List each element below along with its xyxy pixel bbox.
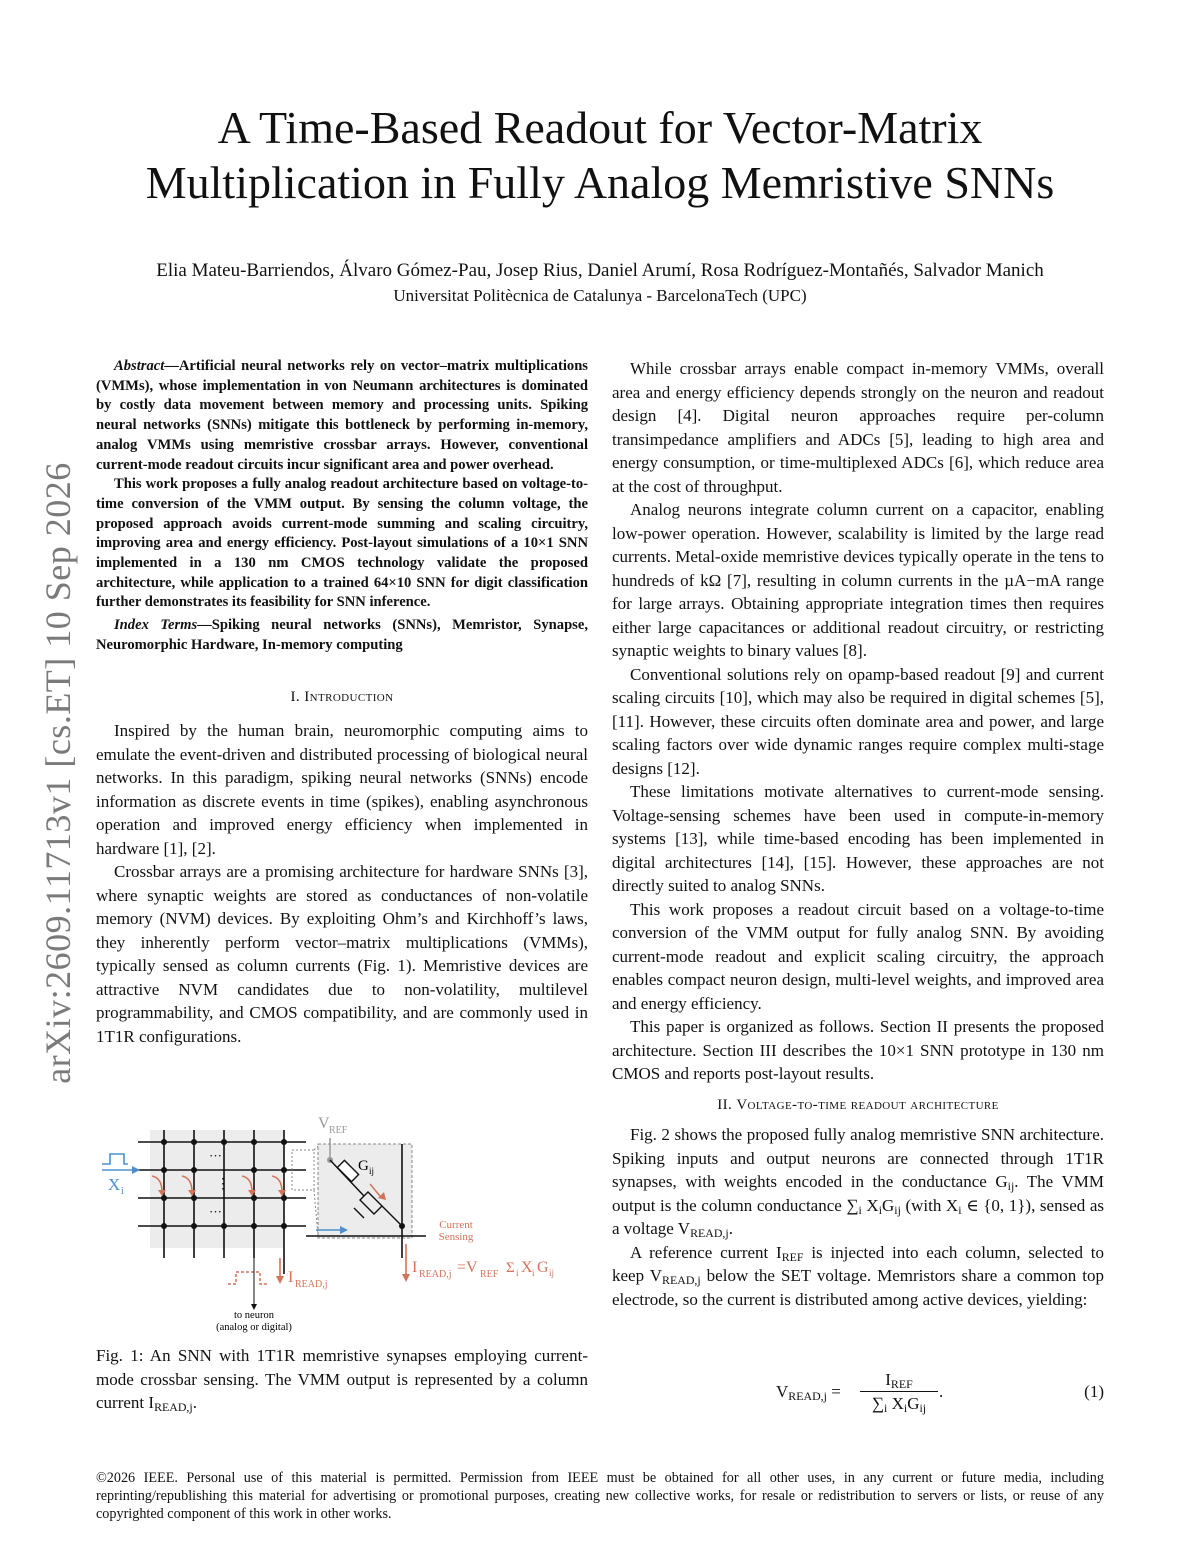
abstract-paragraph-1 xyxy=(96,357,588,475)
intro-paragraph-3: While crossbar arrays enable compact in-memory VMMs, overall area and energy efficiency depends strongly on the neuron and readout design [4]. Digital neuron approaches require per-column transimpedance amplifiers and ADCs [5], leading to high area and energy consumption, or time-multiplexed ADCs [6], which reduce area at the cost of throughput. xyxy=(612,359,1104,496)
intro-paragraph-7: This work proposes a readout circuit based on a voltage-to-time conversion of the VMM output for fully analog SNN. By avoiding current-mode readout and explicit scaling circuitry, the approach enables compact neuron design, multi-level weights, and improved area and energy efficiency. xyxy=(612,899,1104,1013)
intro-paragraph-6: These limitations motivate alternatives to current-mode sensing. Voltage-sensing schemes have been used in compute-in-memory systems [13], while time-based encoding has been implemented in digital architectures [14], [15]. However, these approaches are not directly suited to analog SNNs. xyxy=(612,782,1104,895)
equation-1 xyxy=(612,1370,1104,1424)
eq-i-sub: REF xyxy=(890,1377,913,1391)
right-column xyxy=(612,357,1104,1311)
current-sensing-label: Current xyxy=(439,1219,473,1231)
arch-paragraph-1 xyxy=(612,1123,1104,1241)
abstract xyxy=(96,357,588,656)
arch-paragraph-2 xyxy=(612,1241,1104,1312)
eq-i: I xyxy=(885,1370,891,1389)
section-title: Voltage-to-time readout architecture xyxy=(736,1096,999,1113)
intro-paragraph-5: Conventional solutions rely on opamp-based readout [9] and current scaling circuits [10], which may also be required in digital schemes [5], [11]. However, these circuits often dominate area and power, and large scaling factors over wide dynamic ranges require complex multi-stage designs [12]. xyxy=(612,664,1104,778)
arch-p1-text: G xyxy=(882,1195,895,1215)
to-neuron-label: to neuron xyxy=(234,1310,274,1321)
to-neuron-sublabel: (analog or digital) xyxy=(216,1322,292,1333)
input-pulse-icon xyxy=(102,1154,128,1164)
formula-g: G xyxy=(537,1259,549,1276)
formula-iread: I xyxy=(412,1259,418,1276)
arch-p1-text: (with X xyxy=(900,1195,959,1215)
figure-1-crossbar-diagram xyxy=(96,1108,588,1336)
abstract-text-1: —Artificial neural networks rely on vector–matrix multiplications (VMMs), whose implementation in von Neumann architectures is dominated by costly data movement between memory and processing units. Spiking neural networks (SNNs) mitigate this bottleneck by performing in-memory, analog VMMs using memristive crossbar arrays. However, conventional current-mode readout circuits incur significant area and power overhead. xyxy=(96,358,588,473)
intro-paragraph-2: Crossbar arrays are a promising architecture for hardware SNNs [3], where synaptic weights are stored as conductances of non-volatile memory (NVM) devices. By exploiting Ohm’s and Kirchhoff’s laws, they inherently perform vector–matrix multiplications (VMMs), typically sensed as column currents (Fig. 1). Memristive devices are attractive NVM candidates due to non-volatility, multilevel programmability, and CMOS compatibility, and are commonly used in 1T1R configurations. xyxy=(96,862,588,1046)
figure-1-caption xyxy=(96,1344,588,1415)
left-column xyxy=(96,357,588,1048)
eq-equals: = xyxy=(831,1382,841,1401)
arch-p1-text: ∈ {0, 1}), sensed as a voltage V xyxy=(612,1195,1104,1238)
formula-x: X xyxy=(521,1259,533,1276)
zoom-line-top xyxy=(314,1146,318,1150)
formula-iread-sub: READ,j xyxy=(419,1269,452,1280)
arch-p1-sub: ij xyxy=(1007,1179,1015,1193)
eq-g: G xyxy=(907,1394,920,1413)
gij-label-sub: ij xyxy=(369,1166,375,1176)
formula-x-sub: i xyxy=(532,1268,535,1278)
arch-p1-sub: i xyxy=(878,1202,882,1217)
input-label-sub: i xyxy=(121,1186,124,1197)
eq-sum-sub: i xyxy=(884,1401,888,1415)
intro-paragraph-8: This paper is organized as follows. Section II presents the proposed architecture. Section III describes the 10×1 SNN prototype in 130 nm CMOS and reports post-layout results. xyxy=(612,1017,1104,1083)
section-title: Introduction xyxy=(304,688,394,705)
index-terms xyxy=(96,616,588,655)
input-label-x: X xyxy=(108,1175,121,1194)
equation-period: . xyxy=(939,1382,944,1401)
copyright-notice: ©2026 IEEE. Personal use of this material is permitted. Permission from IEEE must be obtained for all other uses, in any current or future media, including reprinting/republishing this material for advertising or promotional purposes, creating new collective works, for resale or redistribution to servers or lists, or reuse of any copyrighted component of this work in other works. xyxy=(96,1470,1104,1522)
formula-g-sub: ij xyxy=(549,1268,555,1278)
section-heading-introduction xyxy=(96,686,588,710)
zoomed-iread-arrow-head xyxy=(402,1274,410,1282)
intro-paragraph-1: Inspired by the human brain, neuromorphic computing aims to emulate the event-driven and distributed processing of biological neural networks. In this paradigm, spiking neural networks (SNNs) encode information as discrete events in time (spikes), enabling asynchronous operation and improved energy efficiency when implemented in hardware [1], [2]. xyxy=(96,721,588,858)
ellipsis-top: ··· xyxy=(209,1148,222,1163)
caption-text: Fig. 1: An SNN with 1T1R memristive synapses employing current-mode crossbar sensing. The VMM output is represented by a column current I xyxy=(96,1346,588,1412)
index-terms-text: —Spiking neural networks (SNNs), Memristor, Synapse, Neuromorphic Hardware, In-memory computing xyxy=(96,617,588,653)
equation-number: (1) xyxy=(1084,1382,1104,1401)
intro-paragraph-4: Analog neurons integrate column current on a capacitor, enabling low-power operation. However, scalability is limited by the large read currents. Metal-oxide memristive devices typically operate in the tens to hundreds of kΩ [7], resulting in column currents in the µA−mA range for large arrays. Obtaining appropriate integration times then requires either large capacitances or additional readout circuitry, or restricting synaptic weights to binary values [8]. xyxy=(612,500,1104,660)
abstract-label: Abstract xyxy=(114,358,165,374)
author-list: Elia Mateu-Barriendos, Álvaro Gómez-Pau, Josep Rius, Daniel Arumí, Rosa Rodríguez-Montañés, Salvador Manich xyxy=(156,260,1044,281)
output-pulse-icon xyxy=(228,1272,268,1284)
arch-p1-sub: ij xyxy=(894,1202,901,1217)
caption-end: . xyxy=(192,1393,197,1412)
arch-p1-text: Fig. 2 shows the proposed fully analog memristive SNN architecture. Spiking inputs and output neurons are connected through 1T1R synapses, with weights encoded in the conductance G xyxy=(612,1125,1104,1191)
title-line-2: Multiplication in Fully Analog Memristive SNNs xyxy=(145,157,1055,209)
equation-denominator xyxy=(860,1392,938,1414)
current-sensing-sublabel: Sensing xyxy=(438,1231,474,1243)
eq-g-sub: ij xyxy=(919,1401,927,1415)
caption-sub: READ,j xyxy=(154,1400,193,1414)
arch-p1-sub: i xyxy=(958,1202,962,1217)
arch-p1-text: X xyxy=(861,1195,879,1215)
section-heading-architecture xyxy=(612,1094,1104,1118)
ellipsis-vertical: ⋮ xyxy=(216,1177,230,1192)
paper-title xyxy=(100,100,1100,210)
equation-fraction xyxy=(860,1370,938,1414)
eq-v: V xyxy=(776,1382,789,1401)
arch-p2-text: is injected into each column, selected to keep V xyxy=(612,1242,1104,1285)
equation-lhs xyxy=(776,1382,841,1402)
vref-label-sub: REF xyxy=(329,1125,348,1136)
abstract-paragraph-2: This work proposes a fully analog readout architecture based on voltage-to-time conversion of the VMM output. By sensing the column voltage, the proposed approach avoids current-mode summing and scaling circuitry, improving area and energy efficiency. Post-layout simulations of a 10×1 SNN implemented in a 130 nm CMOS technology validate the proposed architecture, while application to a trained 64×10 SNN for digit classification further demonstrates its feasibility for SNN inference. xyxy=(96,476,588,611)
section-number: II. xyxy=(717,1096,733,1113)
formula-sum: Σ xyxy=(506,1260,515,1276)
formula-vref: =V xyxy=(457,1259,478,1276)
arch-p1-text: . The VMM output is the column conductance ∑ xyxy=(612,1172,1105,1215)
arch-p1-sub: i xyxy=(858,1202,862,1217)
eq-v-sub: READ,j xyxy=(788,1389,827,1403)
iread-label-sub: READ,j xyxy=(295,1279,328,1290)
eq-x-sub: i xyxy=(903,1401,908,1415)
vref-label: V xyxy=(318,1115,330,1132)
index-terms-label: Index Terms xyxy=(114,617,198,634)
eq-sum: ∑ xyxy=(871,1394,885,1413)
iread-arrow-head xyxy=(276,1276,284,1284)
equation-numerator xyxy=(860,1370,938,1392)
ellipsis-bottom: ··· xyxy=(209,1204,222,1219)
arch-p2-text: A reference current I xyxy=(630,1242,782,1262)
zoomed-column-node xyxy=(399,1223,405,1229)
gij-label: G xyxy=(358,1158,369,1174)
arxiv-identifier: arXiv:2609.11713v1 [cs.ET] 10 Sep 2026 xyxy=(38,462,78,1084)
arch-p2-sub: READ,j xyxy=(662,1273,701,1287)
zoom-line-bottom xyxy=(314,1190,318,1236)
arch-p2-sub: REF xyxy=(781,1249,804,1264)
arch-p2-text: below the SET voltage. Memristors share a common top electrode, so the current is distributed among active devices, yielding: xyxy=(612,1266,1105,1309)
formula-vref-sub: REF xyxy=(480,1269,499,1280)
arch-p1-text: . xyxy=(728,1219,733,1238)
affiliation: Universitat Politècnica de Catalunya - BarcelonaTech (UPC) xyxy=(393,286,807,305)
title-line-1: A Time-Based Readout for Vector-Matrix xyxy=(217,102,983,153)
section-number: I. xyxy=(290,688,301,705)
formula-sum-sub: i xyxy=(516,1268,519,1278)
eq-x: X xyxy=(891,1394,904,1413)
input-arrow-head xyxy=(132,1166,140,1174)
iread-label: I xyxy=(288,1269,294,1286)
arch-p1-sub: READ,j xyxy=(690,1226,729,1240)
